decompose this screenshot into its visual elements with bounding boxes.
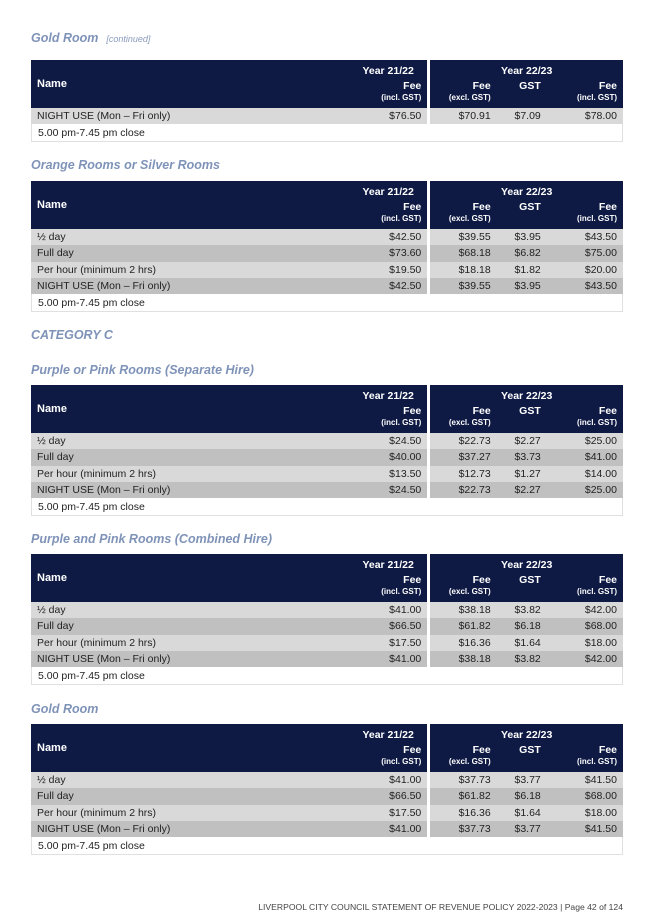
header-fee-incl-2122: Fee (incl. GST) [349, 743, 427, 772]
cell-fee-2122: $41.00 [349, 821, 427, 837]
table-row [31, 108, 623, 124]
section-title-text: Gold Room [31, 702, 99, 716]
cell-name: Full day [31, 449, 349, 465]
cell-name: Per hour (minimum 2 hrs) [31, 262, 349, 278]
table-row [31, 618, 623, 634]
header-fee-incl-2122: Fee (incl. GST) [349, 79, 427, 108]
table-note: 5.00 pm-7.45 pm close [31, 667, 623, 685]
cell-fee-incl: $68.00 [559, 788, 623, 804]
cell-gst: $3.77 [497, 821, 559, 837]
cell-fee-2122: $17.50 [349, 805, 427, 821]
cell-name: Per hour (minimum 2 hrs) [31, 635, 349, 651]
cell-fee-excl: $22.73 [430, 433, 496, 449]
cell-fee-2122: $73.60 [349, 245, 427, 261]
header-fee-excl: Fee (excl. GST) [430, 404, 496, 433]
cell-name: ½ day [31, 229, 349, 245]
cell-fee-2122: $41.00 [349, 602, 427, 618]
header-fee-incl-2223: Fee (incl. GST) [559, 404, 623, 433]
cell-fee-excl: $16.36 [430, 805, 496, 821]
cell-gst: $6.82 [497, 245, 559, 261]
cell-fee-incl: $18.00 [559, 805, 623, 821]
header-fee-incl-2223: Fee (incl. GST) [559, 200, 623, 229]
section-title [31, 31, 150, 45]
header-year-2122: Year 21/22 [349, 554, 427, 573]
cell-fee-excl: $39.55 [430, 229, 496, 245]
header-name: Name [31, 724, 349, 772]
cell-fee-excl: $70.91 [430, 108, 496, 124]
cell-name: Full day [31, 618, 349, 634]
header-name: Name [31, 60, 349, 108]
section-title [31, 532, 272, 546]
header-year-2223: Year 22/23 [430, 385, 623, 404]
cell-fee-excl: $18.18 [430, 262, 496, 278]
fee-table [31, 724, 623, 855]
fee-table [31, 60, 623, 142]
cell-gst: $1.27 [497, 466, 559, 482]
cell-gst: $2.27 [497, 482, 559, 498]
header-fee-incl-2122: Fee (incl. GST) [349, 404, 427, 433]
cell-fee-excl: $37.73 [430, 821, 496, 837]
cell-gst: $6.18 [497, 788, 559, 804]
cell-gst: $1.64 [497, 805, 559, 821]
cell-fee-excl: $16.36 [430, 635, 496, 651]
cell-fee-2122: $76.50 [349, 108, 427, 124]
table-row [31, 635, 623, 651]
header-fee-excl: Fee (excl. GST) [430, 200, 496, 229]
header-name: Name [31, 181, 349, 229]
table-row [31, 772, 623, 788]
cell-fee-excl: $22.73 [430, 482, 496, 498]
cell-fee-incl: $20.00 [559, 262, 623, 278]
fee-table [31, 554, 623, 685]
section-title [31, 158, 220, 172]
cell-fee-excl: $12.73 [430, 466, 496, 482]
table-row [31, 245, 623, 261]
cell-fee-incl: $43.50 [559, 229, 623, 245]
table-row [31, 805, 623, 821]
cell-fee-2122: $24.50 [349, 482, 427, 498]
cell-fee-2122: $42.50 [349, 278, 427, 294]
cell-name: NIGHT USE (Mon – Fri only) [31, 278, 349, 294]
table-note: 5.00 pm-7.45 pm close [31, 124, 623, 142]
header-year-2122: Year 21/22 [349, 385, 427, 404]
cell-fee-incl: $75.00 [559, 245, 623, 261]
cell-fee-excl: $37.27 [430, 449, 496, 465]
header-gst: GST [497, 573, 559, 602]
cell-fee-excl: $38.18 [430, 651, 496, 667]
section-title-text: Orange Rooms or Silver Rooms [31, 158, 220, 172]
header-gst: GST [497, 404, 559, 433]
header-fee-incl-2122: Fee (incl. GST) [349, 573, 427, 602]
cell-fee-2122: $17.50 [349, 635, 427, 651]
table-note: 5.00 pm-7.45 pm close [31, 837, 623, 855]
cell-gst: $1.64 [497, 635, 559, 651]
header-gst: GST [497, 200, 559, 229]
page-footer: LIVERPOOL CITY COUNCIL STATEMENT OF REVENUE POLICY 2022-2023 | Page 42 of 124 [258, 902, 623, 912]
cell-name: Per hour (minimum 2 hrs) [31, 805, 349, 821]
cell-name: NIGHT USE (Mon – Fri only) [31, 821, 349, 837]
section-continued-label: [continued] [106, 34, 151, 44]
cell-fee-2122: $40.00 [349, 449, 427, 465]
header-fee-incl-2223: Fee (incl. GST) [559, 573, 623, 602]
header-gst: GST [497, 79, 559, 108]
fee-table [31, 181, 623, 312]
cell-name: ½ day [31, 433, 349, 449]
cell-name: NIGHT USE (Mon – Fri only) [31, 482, 349, 498]
cell-gst: $3.95 [497, 229, 559, 245]
cell-name: Full day [31, 788, 349, 804]
cell-fee-2122: $66.50 [349, 618, 427, 634]
cell-fee-incl: $25.00 [559, 482, 623, 498]
cell-fee-excl: $38.18 [430, 602, 496, 618]
header-fee-incl-2223: Fee (incl. GST) [559, 743, 623, 772]
table-row [31, 482, 623, 498]
section-title [31, 702, 98, 716]
cell-fee-2122: $66.50 [349, 788, 427, 804]
cell-fee-incl: $41.00 [559, 449, 623, 465]
cell-gst: $3.82 [497, 651, 559, 667]
cell-fee-2122: $13.50 [349, 466, 427, 482]
cell-gst: $1.82 [497, 262, 559, 278]
cell-fee-incl: $42.00 [559, 602, 623, 618]
cell-fee-incl: $43.50 [559, 278, 623, 294]
table-row [31, 229, 623, 245]
cell-fee-incl: $14.00 [559, 466, 623, 482]
table-row [31, 433, 623, 449]
table-row [31, 651, 623, 667]
cell-gst: $7.09 [497, 108, 559, 124]
cell-gst: $3.82 [497, 602, 559, 618]
table-row [31, 788, 623, 804]
cell-fee-incl: $25.00 [559, 433, 623, 449]
header-fee-excl: Fee (excl. GST) [430, 79, 496, 108]
cell-name: NIGHT USE (Mon – Fri only) [31, 108, 349, 124]
table-row [31, 466, 623, 482]
header-year-2122: Year 21/22 [349, 724, 427, 743]
header-year-2223: Year 22/23 [430, 60, 623, 79]
cell-gst: $3.95 [497, 278, 559, 294]
header-fee-excl: Fee (excl. GST) [430, 743, 496, 772]
cell-name: ½ day [31, 602, 349, 618]
cell-fee-incl: $78.00 [559, 108, 623, 124]
header-gst: GST [497, 743, 559, 772]
header-year-2223: Year 22/23 [430, 724, 623, 743]
cell-fee-incl: $18.00 [559, 635, 623, 651]
table-row [31, 602, 623, 618]
header-year-2122: Year 21/22 [349, 181, 427, 200]
table-note: 5.00 pm-7.45 pm close [31, 294, 623, 312]
cell-fee-2122: $41.00 [349, 651, 427, 667]
cell-fee-excl: $39.55 [430, 278, 496, 294]
cell-gst: $3.77 [497, 772, 559, 788]
cell-fee-incl: $41.50 [559, 772, 623, 788]
cell-gst: $2.27 [497, 433, 559, 449]
cell-fee-excl: $61.82 [430, 618, 496, 634]
header-year-2223: Year 22/23 [430, 181, 623, 200]
cell-fee-incl: $68.00 [559, 618, 623, 634]
cell-fee-excl: $68.18 [430, 245, 496, 261]
cell-gst: $3.73 [497, 449, 559, 465]
section-title-text: Gold Room [31, 31, 99, 45]
header-fee-excl: Fee (excl. GST) [430, 573, 496, 602]
cell-fee-incl: $42.00 [559, 651, 623, 667]
header-name: Name [31, 554, 349, 602]
cell-fee-2122: $19.50 [349, 262, 427, 278]
cell-name: NIGHT USE (Mon – Fri only) [31, 651, 349, 667]
table-row [31, 449, 623, 465]
section-title-text: Purple and Pink Rooms (Combined Hire) [31, 532, 272, 546]
header-fee-incl-2122: Fee (incl. GST) [349, 200, 427, 229]
header-year-2122: Year 21/22 [349, 60, 427, 79]
category-heading: CATEGORY C [31, 328, 113, 342]
table-row [31, 821, 623, 837]
section-title [31, 363, 254, 377]
cell-fee-excl: $61.82 [430, 788, 496, 804]
cell-fee-2122: $24.50 [349, 433, 427, 449]
fee-table [31, 385, 623, 516]
cell-name: Full day [31, 245, 349, 261]
cell-fee-excl: $37.73 [430, 772, 496, 788]
section-title-text: Purple or Pink Rooms (Separate Hire) [31, 363, 254, 377]
cell-name: ½ day [31, 772, 349, 788]
cell-name: Per hour (minimum 2 hrs) [31, 466, 349, 482]
table-row [31, 278, 623, 294]
cell-gst: $6.18 [497, 618, 559, 634]
cell-fee-2122: $42.50 [349, 229, 427, 245]
cell-fee-incl: $41.50 [559, 821, 623, 837]
header-fee-incl-2223: Fee (incl. GST) [559, 79, 623, 108]
cell-fee-2122: $41.00 [349, 772, 427, 788]
header-name: Name [31, 385, 349, 433]
header-year-2223: Year 22/23 [430, 554, 623, 573]
table-note: 5.00 pm-7.45 pm close [31, 498, 623, 516]
table-row [31, 262, 623, 278]
